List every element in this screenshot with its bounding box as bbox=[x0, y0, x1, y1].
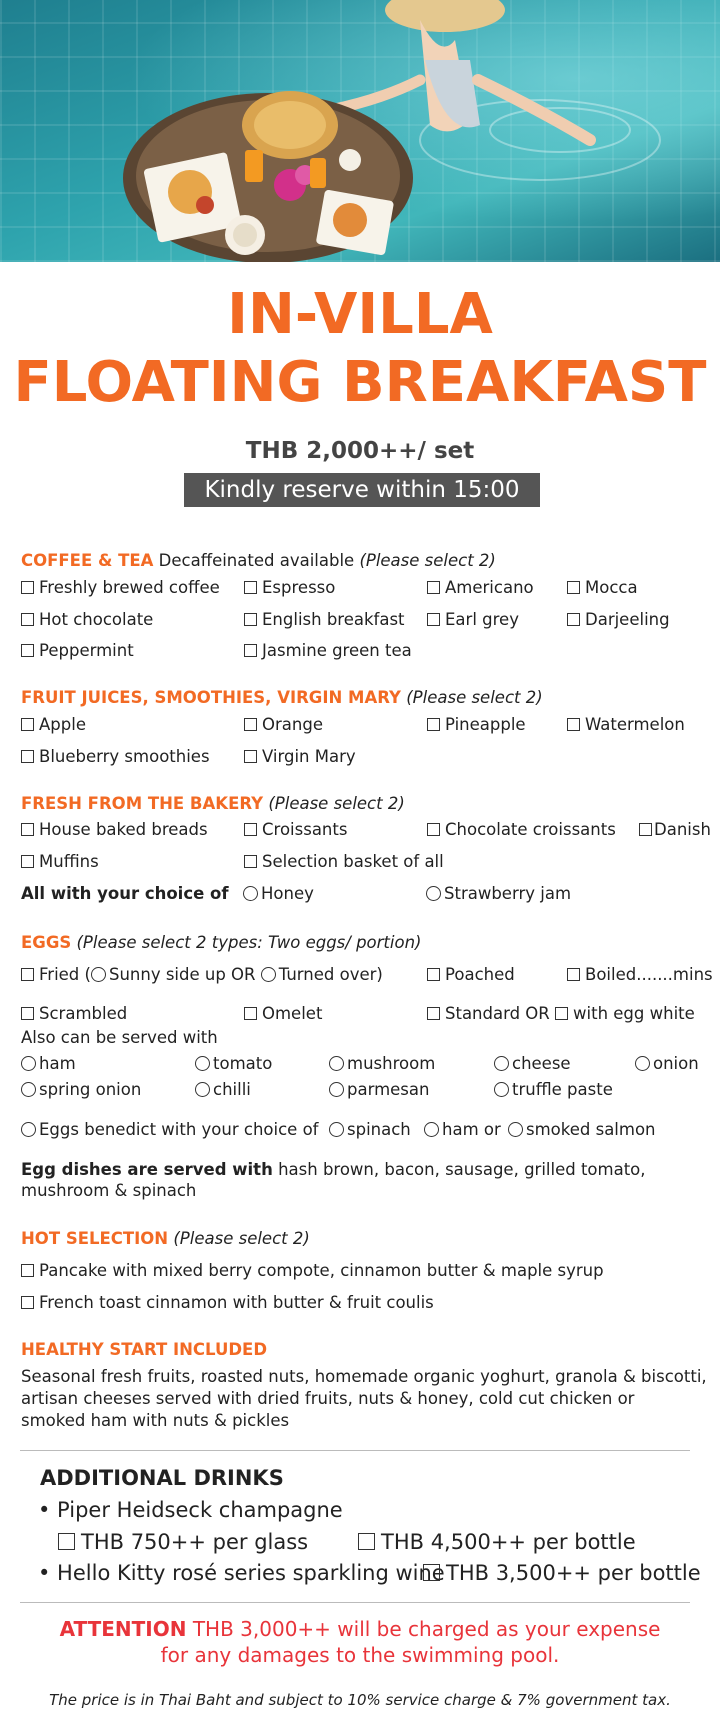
option-jasmine-green-tea[interactable] bbox=[244, 641, 412, 660]
option-label: Darjeeling bbox=[585, 610, 670, 629]
option-fried[interactable] bbox=[21, 965, 383, 984]
option-freshly-brewed-coffee[interactable] bbox=[21, 578, 220, 597]
option-label: cheese bbox=[512, 1054, 571, 1073]
eggs-section-header bbox=[21, 933, 421, 952]
option-label: Blueberry smoothies bbox=[39, 747, 210, 766]
bakery-heading: FRESH FROM THE BAKERY bbox=[21, 794, 264, 813]
checkbox[interactable] bbox=[21, 855, 34, 868]
drinks-heading: ADDITIONAL DRINKS bbox=[40, 1466, 284, 1490]
option-label: Boiled.......mins bbox=[585, 965, 713, 984]
radio[interactable] bbox=[21, 1082, 36, 1097]
healthy-line-3: smoked ham with nuts & pickles bbox=[21, 1411, 290, 1430]
checkbox[interactable] bbox=[244, 823, 257, 836]
checkbox[interactable] bbox=[21, 718, 34, 731]
option-label: spring onion bbox=[39, 1080, 142, 1099]
option-label: Hot chocolate bbox=[39, 610, 154, 629]
option-danish[interactable] bbox=[639, 820, 711, 839]
option-americano[interactable] bbox=[427, 578, 534, 597]
bakery-section-header bbox=[21, 794, 405, 813]
option-hot-chocolate[interactable] bbox=[21, 610, 153, 629]
option-label: chilli bbox=[213, 1080, 251, 1099]
eggs-served-with bbox=[21, 1160, 646, 1179]
divider-bottom bbox=[20, 1602, 690, 1603]
option-virgin-mary[interactable] bbox=[244, 747, 356, 766]
option-espresso[interactable] bbox=[244, 578, 335, 597]
checkbox[interactable] bbox=[427, 718, 440, 731]
checkbox[interactable] bbox=[427, 613, 440, 626]
option-chocolate-croissants[interactable] bbox=[427, 820, 616, 839]
option-label: Espresso bbox=[262, 578, 336, 597]
option-label: Sunny side up OR bbox=[108, 965, 256, 984]
option-standard-or-white[interactable] bbox=[427, 1004, 695, 1023]
checkbox[interactable] bbox=[21, 750, 34, 763]
option-parmesan[interactable] bbox=[329, 1080, 429, 1099]
title-line-2: FLOATING BREAKFAST bbox=[13, 350, 707, 415]
option-peppermint[interactable] bbox=[21, 641, 134, 660]
option-spring-onion[interactable] bbox=[21, 1080, 141, 1099]
option-label: Selection basket of all bbox=[262, 852, 444, 871]
option-label: Virgin Mary bbox=[262, 747, 356, 766]
served-bold: Egg dishes are served with bbox=[21, 1160, 273, 1179]
option-label: truffle paste bbox=[512, 1080, 613, 1099]
option-chilli[interactable] bbox=[195, 1080, 251, 1099]
hot-select-note: (Please select 2) bbox=[173, 1229, 310, 1248]
eggs-heading: EGGS bbox=[21, 933, 72, 952]
radio[interactable] bbox=[329, 1122, 344, 1137]
divider-top bbox=[20, 1450, 690, 1451]
radio[interactable] bbox=[195, 1056, 210, 1071]
option-orange[interactable] bbox=[244, 715, 323, 734]
option-benedict-smoked-salmon[interactable] bbox=[508, 1120, 656, 1139]
option-muffins[interactable] bbox=[21, 852, 99, 871]
checkbox[interactable] bbox=[244, 855, 257, 868]
hot-heading: HOT SELECTION bbox=[21, 1229, 169, 1248]
option-benedict-spinach[interactable] bbox=[329, 1120, 411, 1139]
checkbox[interactable] bbox=[244, 613, 257, 626]
option-label: Americano bbox=[445, 578, 534, 597]
option-label: spinach bbox=[347, 1120, 411, 1139]
option-label: French toast cinnamon with butter & fruit coulis bbox=[39, 1293, 434, 1312]
option-label: smoked salmon bbox=[526, 1120, 656, 1139]
radio[interactable] bbox=[21, 1056, 36, 1071]
option-label: Jasmine green tea bbox=[262, 641, 412, 660]
radio-turned-over[interactable] bbox=[261, 967, 276, 982]
checkbox[interactable] bbox=[21, 1296, 34, 1309]
checkbox[interactable] bbox=[244, 581, 257, 594]
served-rest: hash brown, bacon, sausage, grilled tomato, bbox=[278, 1160, 646, 1179]
attention-line-2: for any damages to the swimming pool. bbox=[160, 1643, 560, 1667]
option-champagne-glass[interactable] bbox=[58, 1530, 308, 1554]
option-eggs-benedict[interactable] bbox=[21, 1120, 318, 1139]
checkbox[interactable] bbox=[427, 1007, 440, 1020]
checkbox[interactable] bbox=[427, 823, 440, 836]
option-pineapple[interactable] bbox=[427, 715, 526, 734]
healthy-line-2: artisan cheeses served with dried fruits, nuts & honey, cold cut chicken or bbox=[21, 1389, 635, 1408]
option-label: Earl grey bbox=[445, 610, 519, 629]
checkbox[interactable] bbox=[21, 968, 34, 981]
attention-label: ATTENTION bbox=[59, 1617, 187, 1641]
radio[interactable] bbox=[424, 1122, 439, 1137]
option-label: Peppermint bbox=[39, 641, 134, 660]
drink-champagne: • Piper Heidseck champagne bbox=[38, 1498, 343, 1522]
option-label: ham bbox=[39, 1054, 76, 1073]
option-english-breakfast[interactable] bbox=[244, 610, 405, 629]
option-label: ham or bbox=[442, 1120, 501, 1139]
option-onion[interactable] bbox=[635, 1054, 699, 1073]
option-omelet[interactable] bbox=[244, 1004, 322, 1023]
option-label: Croissants bbox=[262, 820, 348, 839]
option-label: Danish bbox=[654, 820, 711, 839]
coffee-heading: COFFEE & TEA bbox=[21, 551, 154, 570]
juices-heading: FRUIT JUICES, SMOOTHIES, VIRGIN MARY bbox=[21, 688, 401, 707]
option-label: Watermelon bbox=[585, 715, 685, 734]
option-french-toast[interactable] bbox=[21, 1293, 434, 1312]
option-apple[interactable] bbox=[21, 715, 86, 734]
checkbox[interactable] bbox=[21, 613, 34, 626]
option-label: THB 750++ per glass bbox=[81, 1530, 309, 1554]
option-poached[interactable] bbox=[427, 965, 515, 984]
checkbox[interactable] bbox=[555, 1007, 568, 1020]
option-truffle-paste[interactable] bbox=[494, 1080, 613, 1099]
eggs-also-label: Also can be served with bbox=[21, 1028, 218, 1047]
option-label: Fried ( bbox=[39, 965, 91, 984]
option-mocca[interactable] bbox=[567, 578, 638, 597]
option-pancake[interactable] bbox=[21, 1261, 604, 1280]
checkbox[interactable] bbox=[567, 718, 580, 731]
checkbox[interactable] bbox=[21, 1264, 34, 1277]
healthy-heading: HEALTHY START INCLUDED bbox=[21, 1340, 268, 1359]
option-label: Turned over) bbox=[278, 965, 383, 984]
radio[interactable] bbox=[329, 1082, 344, 1097]
coffee-section-header bbox=[21, 551, 496, 570]
checkbox[interactable] bbox=[244, 750, 257, 763]
checkbox[interactable] bbox=[567, 968, 580, 981]
checkbox[interactable] bbox=[427, 968, 440, 981]
hot-section-header bbox=[21, 1229, 310, 1248]
radio[interactable] bbox=[508, 1122, 523, 1137]
option-label: Orange bbox=[262, 715, 323, 734]
checkbox[interactable] bbox=[567, 613, 580, 626]
title-line-1: IN-VILLA bbox=[227, 282, 493, 347]
option-darjeeling[interactable] bbox=[567, 610, 670, 629]
option-label: Freshly brewed coffee bbox=[39, 578, 220, 597]
option-label: House baked breads bbox=[39, 820, 208, 839]
coffee-select-note: (Please select 2) bbox=[359, 551, 496, 570]
checkbox[interactable] bbox=[244, 718, 257, 731]
option-label: Scrambled bbox=[39, 1004, 128, 1023]
healthy-line-1: Seasonal fresh fruits, roasted nuts, homemade organic yoghurt, granola & biscotti, bbox=[21, 1367, 707, 1386]
radio[interactable] bbox=[243, 886, 258, 901]
checkbox[interactable] bbox=[423, 1564, 440, 1581]
checkbox[interactable] bbox=[21, 581, 34, 594]
option-label: THB 3,500++ per bottle bbox=[446, 1561, 701, 1585]
checkbox[interactable] bbox=[58, 1533, 75, 1550]
option-label: parmesan bbox=[347, 1080, 430, 1099]
juices-select-note: (Please select 2) bbox=[406, 688, 543, 707]
option-label: THB 4,500++ per bottle bbox=[381, 1530, 636, 1554]
attention-text: THB 3,000++ will be charged as your expense bbox=[192, 1617, 661, 1641]
option-honey[interactable] bbox=[243, 884, 314, 903]
eggs-select-note: (Please select 2 types: Two eggs/ portion) bbox=[76, 933, 422, 952]
option-label: English breakfast bbox=[262, 610, 405, 629]
option-scrambled[interactable] bbox=[21, 1004, 127, 1023]
checkbox[interactable] bbox=[244, 644, 257, 657]
radio[interactable] bbox=[494, 1082, 509, 1097]
checkbox[interactable] bbox=[244, 1007, 257, 1020]
option-ham[interactable] bbox=[21, 1054, 76, 1073]
radio[interactable] bbox=[426, 886, 441, 901]
juices-section-header bbox=[21, 688, 543, 707]
option-watermelon[interactable] bbox=[567, 715, 685, 734]
option-boiled[interactable] bbox=[567, 965, 713, 984]
radio[interactable] bbox=[195, 1082, 210, 1097]
checkbox[interactable] bbox=[21, 644, 34, 657]
option-label: Chocolate croissants bbox=[445, 820, 616, 839]
option-benedict-ham[interactable] bbox=[424, 1120, 501, 1139]
footer-tax-note: The price is in Thai Baht and subject to 10% service charge & 7% government tax. bbox=[49, 1691, 671, 1709]
radio[interactable] bbox=[494, 1056, 509, 1071]
bakery-choice-label: All with your choice of bbox=[21, 884, 229, 903]
checkbox[interactable] bbox=[639, 823, 652, 836]
option-blueberry-smoothies[interactable] bbox=[21, 747, 210, 766]
option-selection-basket[interactable] bbox=[244, 852, 444, 871]
option-label: Mocca bbox=[585, 578, 638, 597]
option-label: Pineapple bbox=[445, 715, 526, 734]
option-label: Strawberry jam bbox=[444, 884, 572, 903]
reserve-note: Kindly reserve within 15:00 hrs. bbox=[184, 473, 540, 507]
bakery-select-note: (Please select 2) bbox=[268, 794, 405, 813]
checkbox[interactable] bbox=[21, 823, 34, 836]
option-label: Muffins bbox=[39, 852, 99, 871]
radio[interactable] bbox=[21, 1122, 36, 1137]
checkbox[interactable] bbox=[427, 581, 440, 594]
option-label: mushroom bbox=[347, 1054, 436, 1073]
option-house-baked-breads[interactable] bbox=[21, 820, 208, 839]
option-label: Standard OR bbox=[445, 1004, 550, 1023]
option-label: Apple bbox=[39, 715, 86, 734]
option-mushroom[interactable] bbox=[329, 1054, 435, 1073]
option-label: Eggs benedict with your choice of bbox=[39, 1120, 319, 1139]
option-wine-bottle[interactable] bbox=[423, 1561, 701, 1585]
checkbox[interactable] bbox=[567, 581, 580, 594]
option-label: tomato bbox=[213, 1054, 273, 1073]
radio[interactable] bbox=[635, 1056, 650, 1071]
checkbox[interactable] bbox=[21, 1007, 34, 1020]
option-champagne-bottle[interactable] bbox=[358, 1530, 636, 1554]
radio-sunny-side-up[interactable] bbox=[91, 967, 106, 982]
option-label: Pancake with mixed berry compote, cinnamon butter & maple syrup bbox=[39, 1261, 604, 1280]
attention-line-1 bbox=[0, 1617, 720, 1641]
coffee-note: Decaffeinated available bbox=[158, 551, 355, 570]
checkbox[interactable] bbox=[358, 1533, 375, 1550]
option-label: with egg white bbox=[573, 1004, 695, 1023]
eggs-served-with-line2: mushroom & spinach bbox=[21, 1181, 197, 1200]
hero-illustration bbox=[0, 0, 720, 262]
radio[interactable] bbox=[329, 1056, 344, 1071]
set-price: THB 2,000++/ set bbox=[245, 438, 475, 464]
drink-sparkling-wine: • Hello Kitty rosé series sparkling wine bbox=[38, 1561, 445, 1585]
option-label: Omelet bbox=[262, 1004, 323, 1023]
option-earl-grey[interactable] bbox=[427, 610, 519, 629]
option-tomato[interactable] bbox=[195, 1054, 272, 1073]
hero-image bbox=[0, 0, 720, 262]
option-label: Poached bbox=[445, 965, 515, 984]
option-croissants[interactable] bbox=[244, 820, 347, 839]
option-label: onion bbox=[653, 1054, 699, 1073]
option-strawberry-jam[interactable] bbox=[426, 884, 571, 903]
option-label: Honey bbox=[261, 884, 314, 903]
option-cheese[interactable] bbox=[494, 1054, 571, 1073]
